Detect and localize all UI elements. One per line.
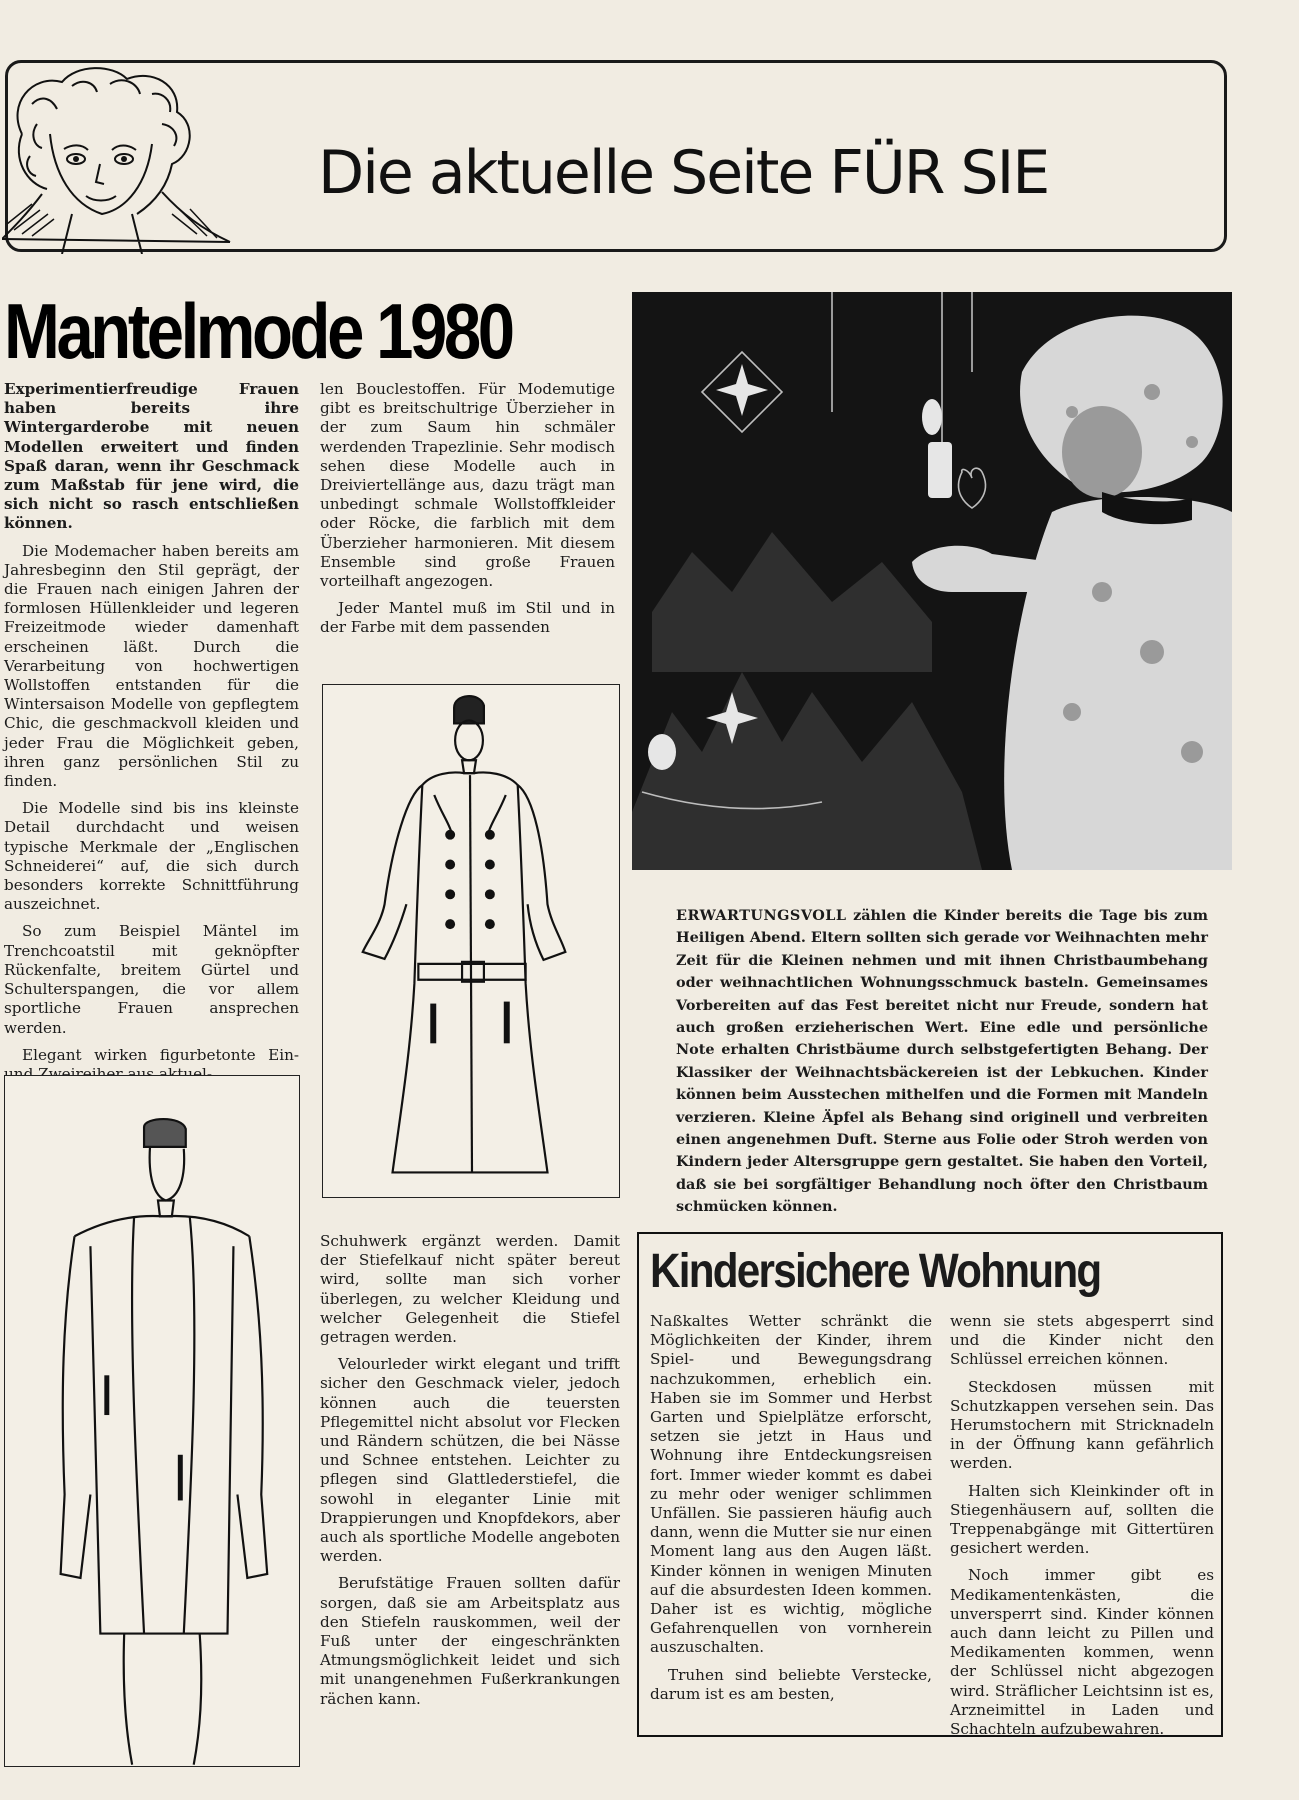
article2-paragraph: wenn sie stets abgesperrt sind und die Kinder nicht den Schlüssel erreichen können. [950, 1312, 1214, 1369]
article1-paragraph: Velourleder wirkt elegant und trifft sicher den Geschmack vieler, jedoch können auch die teuersten Pflegemittel nicht absolut vor Flecken und Rändern schützen, die bei Nässe und Schnee entstehen. Leichter zu pflegen sind Glattlederstiefel, die sowohl in eleganter Linie mit Drappierungen und Knopfdekors, aber auch als sportliche Modelle angeboten werden. [320, 1355, 620, 1566]
article2-paragraph: Halten sich Kleinkinder oft in Stiegenhäusern auf, sollten die Treppenabgänge mit Gittertüren gesichert werden. [950, 1481, 1214, 1558]
article-headline-mantelmode: Mantelmode 1980 [4, 287, 512, 375]
article1-paragraph: Schuhwerk ergänzt werden. Damit der Stiefelkauf nicht später bereut wird, sollte man sich vorher überlegen, zu welcher Kleidung und welcher Gelegenheit die Stiefel getragen werden. [320, 1232, 620, 1347]
article1-lead-paragraph: Experimentierfreudige Frauen haben bereits ihre Wintergarderobe mit neuen Modellen erweitert und finden Spaß daran, wenn ihr Geschmack zum Maßstab für jene wird, die sich nicht so rasch entschließen können. [4, 380, 299, 533]
article1-paragraph: Die Modemacher haben bereits am Jahresbeginn den Stil geprägt, der die Frauen nach einigen Jahren der formlosen Hüllenkleider und legeren Freizeitmode wieder damenhaft erscheinen läßt. Durch die Verarbeitung von hochwertigen Wollstoffen entstanden für die Wintersaison Modelle von gepflegtem Chic, die geschmackvoll kleiden und jeder Frau die Möglichkeit geben, ihren ganz persönlichen Stil zu finden. [4, 541, 299, 791]
article1-column2-bottom [320, 1232, 620, 1717]
article2-column2 [950, 1312, 1214, 1747]
article2-paragraph: Steckdosen müssen mit Schutzkappen versehen sein. Das Herumstochern mit Stricknadeln in der Öffnung kann gefährlich werden. [950, 1377, 1214, 1473]
article-headline-kindersichere-wohnung: Kindersichere Wohnung [650, 1245, 1101, 1298]
show-through-noise [678, 870, 686, 902]
article1-column2-top [320, 380, 615, 646]
article1-paragraph: len Bouclestoffen. Für Modemutige gibt es breitschultrige Überzieher in der zum Saum hin schmäler werdenden Trapezlinie. Sehr modisch sehen diese Modelle auch in Dreiviertellänge aus, dazu trägt man unbedingt schmale Wollstoffkleider oder Röcke, die farblich mit dem Überzieher harmonieren. Mit diesem Ensemble sind große Frauen vorteilhaft angezogen. [320, 380, 615, 591]
article1-paragraph: Elegant wirken figurbetonte Ein- und Zweireiher aus aktuel- [4, 1045, 299, 1083]
caption-lead: ERWARTUNGSVOLL [676, 907, 847, 924]
article1-column1 [4, 380, 299, 1092]
article1-paragraph: Jeder Mantel muß im Stil und in der Farbe mit dem passenden [320, 599, 615, 637]
article1-paragraph: So zum Beispiel Mäntel im Trenchcoatstil mit geknöpfter Rückenfalte, breitem Gürtel und Schulterspangen, die vor allem sportliche Frauen ansprechen werden. [4, 922, 299, 1037]
banner-title: Die aktuelle Seite FÜR SIE [318, 138, 1049, 208]
caption-text: zählen die Kinder bereits die Tage bis zum Heiligen Abend. Eltern sollten sich gerade vor Weihnachten mehr Zeit für die Kleinen nehmen und mit ihnen Christbaumbehang oder weihnachtlichen Wohnungsschmuck basteln. Gemeinsames Vorbereiten auf das Fest bereitet nicht nur Freude, sondern hat auch großen erzieherischen Wert. Eine edle und persönliche Note erhalten Christbäume durch selbstgefertigten Behang. Der Klassiker der Weihnachtsbäckereien ist der Lebkuchen. Kinder können beim Ausstechen mithelfen und die Formen mit Mandeln verzieren. Kleine Äpfel als Behang sind originell und verbreiten einen angenehmen Duft. Sterne aus Folie oder Stroh werden von Kindern jeder Altersgruppe gern gestaltet. Sie haben den Vorteil, daß sie bei sorgfältiger Behandlung noch öfter den Christbaum schmücken können. [676, 907, 1208, 1216]
overcoat-illustration [4, 1075, 300, 1767]
article2-column1 [650, 1312, 932, 1712]
trenchcoat-illustration [322, 684, 620, 1198]
photo-caption [676, 905, 1208, 1219]
child-christmas-tree-photo [632, 292, 1232, 870]
article2-paragraph: Naßkaltes Wetter schränkt die Möglichkeiten der Kinder, ihrem Spiel- und Bewegungsdrang nachzukommen, erheblich ein. Haben sie im Sommer und Herbst Garten und Spielplätze erforscht, setzen sie jetzt in Haus und Wohnung ihre Entdeckungsreisen fort. Immer wieder kommt es dabei zu mehr oder weniger schlimmen Unfällen. Sie passieren häufig auch dann, wenn die Mutter sie nur einen Moment lang aus den Augen läßt. Kinder können in wenigen Minuten auf die absurdesten Ideen kommen. Daher ist es wichtig, mögliche Gefahrenquellen von vornherein auszuschalten. [650, 1312, 932, 1657]
article1-paragraph: Die Modelle sind bis ins kleinste Detail durchdacht und weisen typische Merkmale der „Englischen Schneiderei“ auf, die sich durch besonders korrekte Schnittführung auszeichnet. [4, 799, 299, 914]
woman-portrait-illustration [2, 64, 232, 254]
article2-paragraph: Noch immer gibt es Medikamentenkästen, die unversperrt sind. Kinder können auch dann leicht zu Pillen und Medikamenten kommen, wenn der Schlüssel nicht abgezogen wird. Sträflicher Leichtsinn ist es, Arzneimittel in Laden und Schachteln aufzubewahren. [950, 1566, 1214, 1739]
article2-paragraph: Truhen sind beliebte Verstecke, darum ist es am besten, [650, 1665, 932, 1703]
article1-paragraph: Berufstätige Frauen sollten dafür sorgen, daß sie am Arbeitsplatz aus den Stiefeln rauskommen, weil der Fuß unter der eingeschränkten Atmungsmöglichkeit leidet und sich mit unangenehmen Fußerkrankungen rächen kann. [320, 1574, 620, 1708]
